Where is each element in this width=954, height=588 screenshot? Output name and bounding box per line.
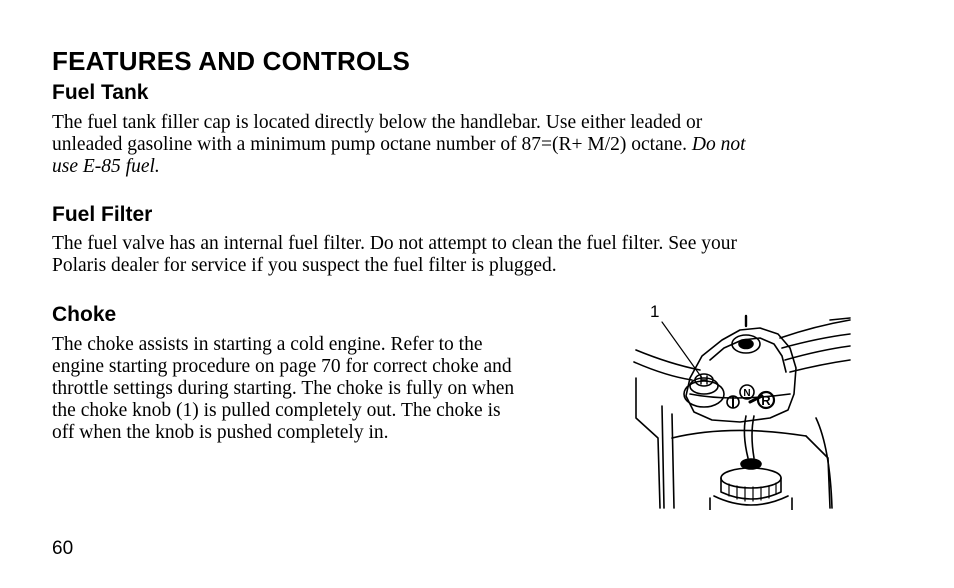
fuel-filter-paragraph <box>52 233 872 277</box>
fuel-filter-heading: Fuel Filter <box>52 203 153 226</box>
fuel-cap-icon <box>732 316 760 353</box>
fuel-tank-line-3 <box>52 156 872 178</box>
valve-letter-n: N <box>743 388 751 399</box>
fuel-filter-line-2: Polaris dealer for service if you suspect the fuel filter is plugged. <box>52 255 557 276</box>
page-number: 60 <box>52 538 74 559</box>
valve-letter-r: R <box>761 393 771 408</box>
fuel-tank-line-1: The fuel tank filler cap is located directly below the handlebar. Use either leaded or <box>52 112 703 133</box>
choke-line-1: The choke assists in starting a cold engine. Refer to the <box>52 334 483 355</box>
callout-label: 1 <box>650 302 660 321</box>
fuel-tank-line-2 <box>52 134 872 156</box>
handlebar <box>780 318 850 372</box>
choke-heading: Choke <box>52 303 117 326</box>
section-title: FEATURES AND CONTROLS <box>52 46 411 76</box>
choke-line-4: the choke knob (1) is pulled completely out. The choke is <box>52 400 501 421</box>
fuel-line <box>744 416 754 458</box>
choke-line-5: off when the knob is pushed completely in. <box>52 422 389 443</box>
fuel-filter-line-1: The fuel valve has an internal fuel filter. Do not attempt to clean the fuel filter. See your <box>52 233 737 254</box>
tank-filler-cap-icon <box>710 459 792 510</box>
fuel-tank-paragraph <box>52 112 872 178</box>
fuel-tank-heading: Fuel Tank <box>52 81 149 104</box>
choke-line-2: engine starting procedure on page 70 for correct choke and <box>52 356 512 377</box>
choke-illustration <box>630 298 855 510</box>
choke-paragraph <box>52 334 612 444</box>
fuel-tank-warning-start: Do not <box>691 134 746 155</box>
fuel-tank-warning-end: use E-85 fuel. <box>52 156 160 177</box>
fuel-tank-line-2-text: unleaded gasoline with a minimum pump octane number of 87=(R+ M/2) octane. <box>52 134 692 155</box>
choke-line-3: throttle settings during starting. The choke is fully on when <box>52 378 515 399</box>
